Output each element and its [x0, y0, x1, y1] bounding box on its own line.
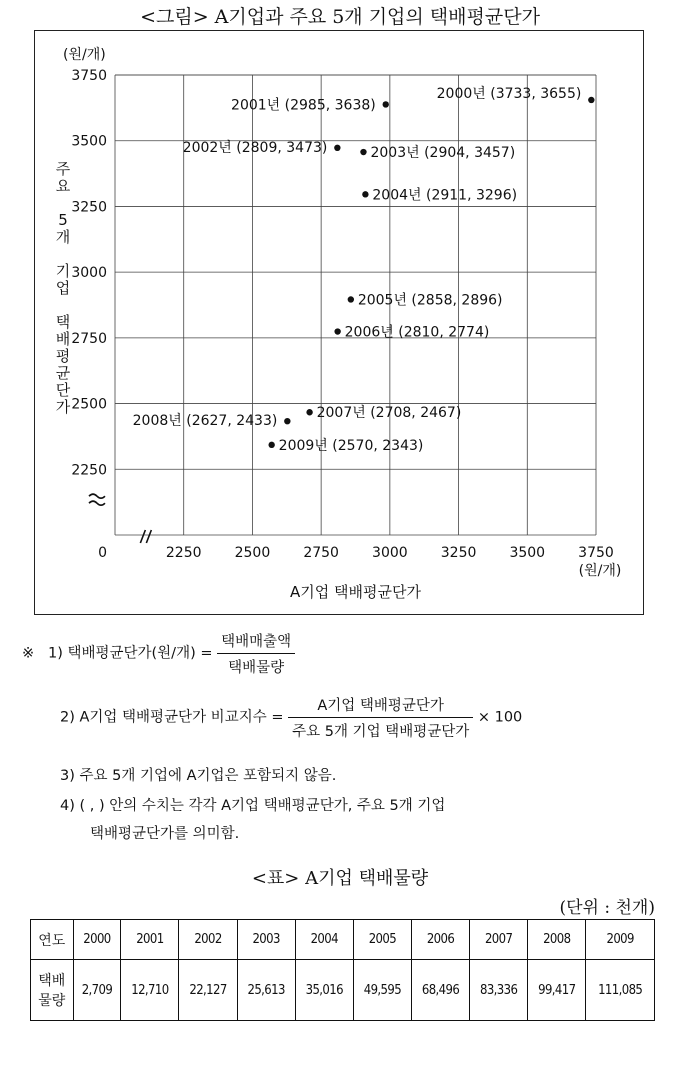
x-tick-label: 2500: [234, 545, 271, 561]
table-cell-volume: 49,595: [353, 960, 411, 1021]
table-cell-volume: 111,085: [586, 960, 655, 1021]
note-symbol: ※: [22, 645, 35, 662]
table-cell-year: 2005: [353, 920, 411, 960]
data-point: [268, 442, 274, 448]
chart-frame: [34, 30, 644, 615]
y-axis-break-mark: [89, 494, 105, 505]
table-cell-year: 2004: [295, 920, 353, 960]
table-cell-volume: 68,496: [411, 960, 469, 1021]
data-point-label: 2003년 (2904, 3457): [370, 145, 516, 162]
origin-label: 0: [98, 545, 107, 561]
data-point-label: 2007년 (2708, 2467): [316, 405, 462, 422]
note-4-line-2: 택배평균단가를 의미함.: [90, 826, 240, 842]
y-tick-label: 2500: [71, 396, 107, 413]
data-point: [334, 145, 340, 151]
data-point-label: 2005년 (2858, 2896): [357, 292, 503, 309]
note-1-numerator: 택배매출액: [217, 630, 295, 654]
table-cell-volume: 83,336: [470, 960, 528, 1021]
y-tick-label: 3000: [71, 265, 107, 282]
data-point-label: 2001년 (2985, 3638): [231, 97, 376, 114]
table-header-volume-line-2: 물량: [38, 993, 66, 1009]
y-unit-label: (원/개): [63, 47, 106, 63]
note-4-line-1: 4) ( , ) 안의 수치는 각각 A기업 택배평균단가, 주요 5개 기업: [60, 798, 446, 814]
y-axis-label-word: 5 개: [55, 211, 71, 246]
table-cell-year: 2001: [121, 920, 179, 960]
data-point: [588, 97, 594, 103]
y-axis-label-word: 기 업: [55, 262, 71, 297]
data-point-label: 2009년 (2570, 2343): [278, 437, 424, 454]
table-unit: (단위 : 천개): [559, 898, 655, 918]
x-axis-break-mark: [140, 530, 151, 543]
table-row-years: [31, 920, 655, 960]
note-2-fraction: [288, 694, 473, 741]
table-cell-year: 2009: [586, 920, 655, 960]
note-2-denominator: 주요 5개 기업 택배평균단가: [292, 724, 470, 740]
scatter-chart: [35, 31, 643, 614]
data-point-label: 2006년 (2810, 2774): [344, 324, 490, 341]
data-point-label: 2008년 (2627, 2433): [132, 413, 278, 430]
y-axis-label-word: 택 배 평 균 단 가: [55, 313, 71, 416]
data-point: [360, 149, 366, 155]
table-cell-volume: 25,613: [237, 960, 295, 1021]
note-3: 3) 주요 5개 기업에 A기업은 포함되지 않음.: [60, 768, 337, 784]
note-1-prefix: 1) 택배평균단가(원/개) =: [47, 645, 213, 662]
data-point-label: 2004년 (2911, 3296): [372, 187, 518, 204]
table-cell-volume: 35,016: [295, 960, 353, 1021]
data-point-label: 2002년 (2809, 3473): [182, 139, 328, 156]
table-cell-volume: 12,710: [121, 960, 179, 1021]
data-point: [362, 191, 368, 197]
y-tick-label: 3500: [71, 133, 107, 150]
note-1-denominator: 택배물량: [228, 660, 285, 676]
y-tick-label: 3750: [71, 68, 107, 84]
x-tick-label: 3000: [372, 545, 408, 561]
table-cell-year: 2000: [73, 920, 121, 960]
table-row-volumes: [31, 960, 655, 1021]
x-tick-label: 3250: [440, 545, 477, 561]
table-cell-year: 2003: [237, 920, 295, 960]
figure-title: <그림> A기업과 주요 5개 기업의 택배평균단가: [140, 6, 540, 28]
x-tick-label: 2250: [165, 545, 202, 561]
x-axis-label: A기업 택배평균단가: [290, 583, 421, 601]
note-2-prefix: 2) A기업 택배평균단가 비교지수 =: [60, 709, 284, 726]
table-title: <표> A기업 택배물량: [251, 868, 429, 889]
y-tick-label: 2250: [71, 462, 107, 479]
table-header-volume: [31, 960, 74, 1021]
table-cell-volume: 22,127: [179, 960, 237, 1021]
y-tick-label: 3250: [71, 199, 107, 216]
data-point: [334, 328, 340, 334]
table-cell-year: 2008: [528, 920, 586, 960]
x-unit-label: (원/개): [578, 563, 622, 579]
volume-table: [30, 919, 655, 1021]
data-point: [306, 409, 312, 415]
y-tick-label: 2750: [71, 330, 107, 347]
x-tick-label: 2750: [303, 545, 339, 561]
note-2-numerator: A기업 택배평균단가: [288, 694, 473, 718]
data-point: [383, 101, 389, 107]
x-tick-label: 3500: [509, 545, 546, 561]
note-1-fraction: [217, 630, 295, 677]
data-point: [284, 418, 290, 424]
x-tick-label: 3750: [578, 545, 614, 561]
table-header-volume-line-1: 택배: [38, 973, 66, 989]
data-point: [348, 296, 354, 302]
table-header-year: 연도: [31, 920, 74, 960]
data-point-label: 2000년 (3733, 3655): [436, 85, 582, 102]
table-cell-volume: 2,709: [73, 960, 121, 1021]
y-axis-label-word: 주 요: [55, 160, 71, 195]
table-cell-volume: 99,417: [528, 960, 586, 1021]
note-2-suffix: × 100: [477, 709, 523, 726]
table-cell-year: 2007: [470, 920, 528, 960]
table-cell-year: 2002: [179, 920, 237, 960]
table-cell-year: 2006: [411, 920, 469, 960]
